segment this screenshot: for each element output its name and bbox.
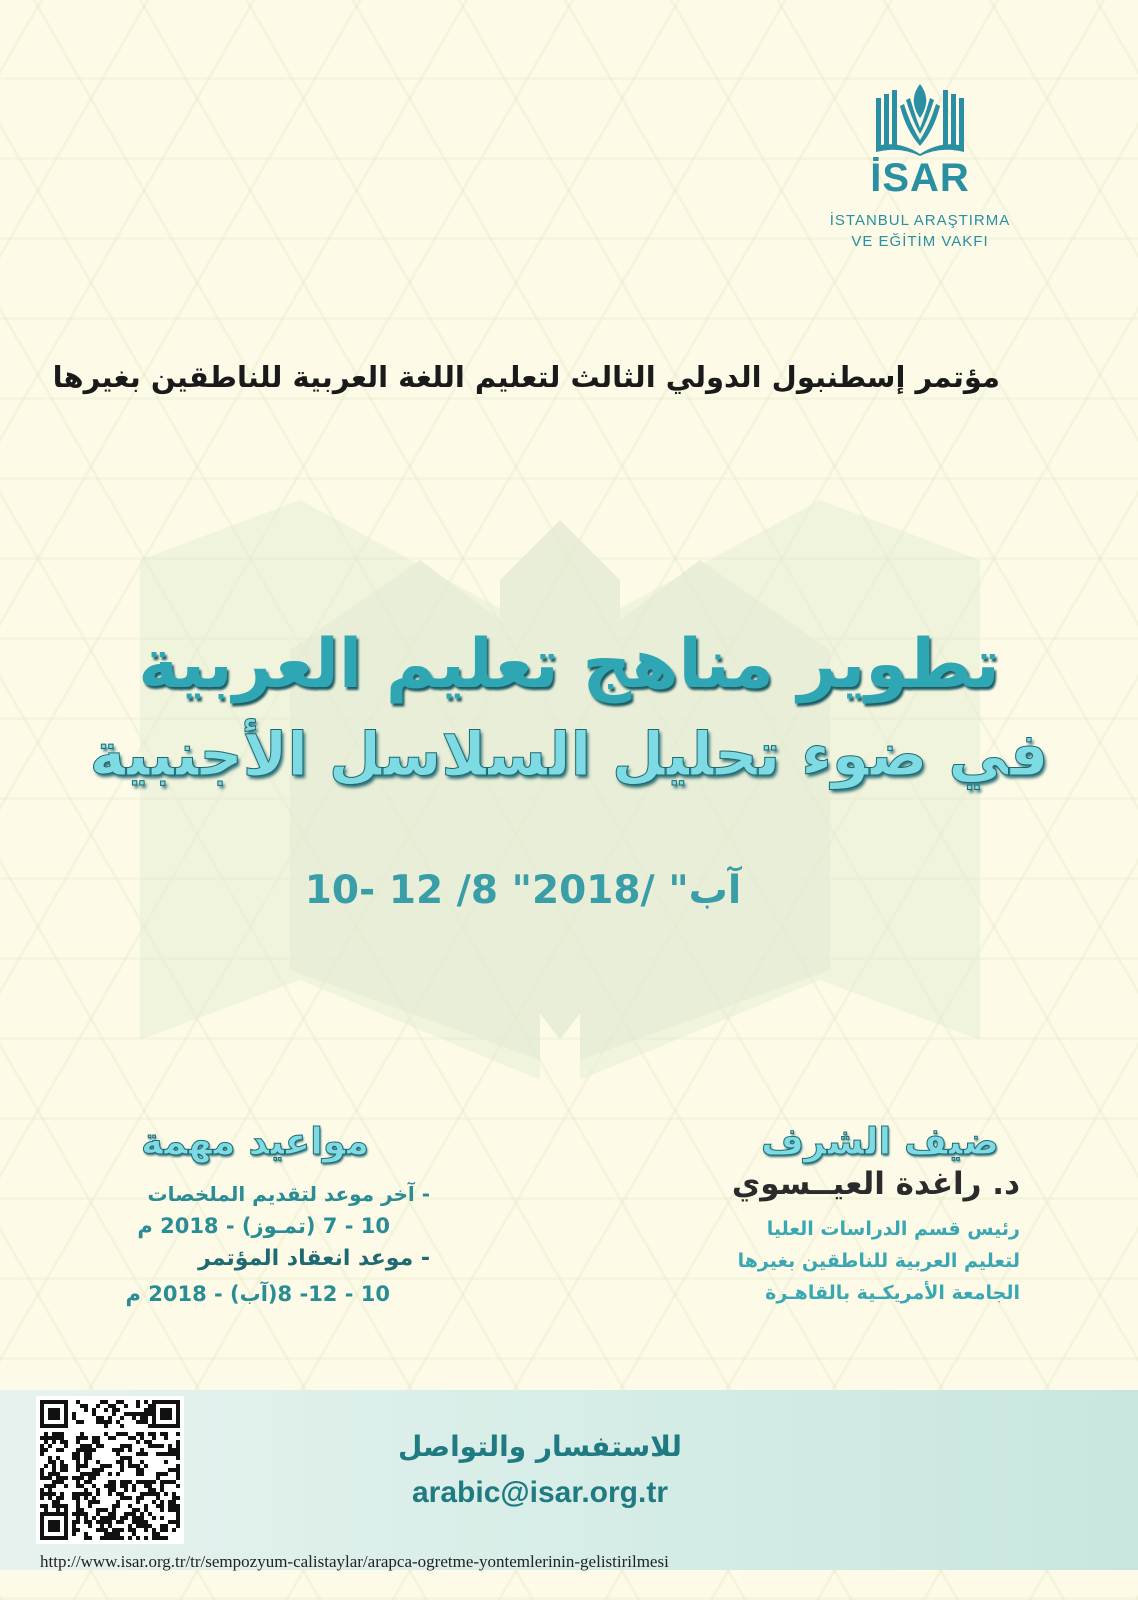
- qr-code[interactable]: [36, 1396, 184, 1544]
- logo-subtitle-line2: VE EĞİTİM VAKFI: [851, 233, 989, 250]
- book-watermark-icon: [140, 500, 980, 1080]
- abstract-deadline-date: 10 - 7 (تمـوز) - 2018 م: [137, 1214, 390, 1238]
- headline: تطوير مناهج تعليم العربية: [138, 625, 1000, 704]
- subheadline: في ضوء تحليل السلاسل الأجنبية: [89, 720, 1049, 790]
- conference-dates-label: - موعد انعقاد المؤتمر: [198, 1246, 430, 1271]
- contact-label: للاستفسار والتواصل: [398, 1430, 682, 1463]
- contact-email[interactable]: arabic@isar.org.tr: [411, 1476, 669, 1509]
- guest-role-line3: الجامعة الأمريكـية بالقاهـرة: [765, 1282, 1020, 1304]
- guest-section-title: ضيف الشرف: [760, 1120, 1000, 1163]
- open-book-flame-icon: [874, 84, 966, 156]
- logo-name: İSAR: [870, 156, 970, 200]
- abstract-deadline-label: - آخر موعد لتقديم الملخصات: [147, 1182, 430, 1206]
- guest-role-line1: رئيس قسم الدراسات العليا: [766, 1218, 1020, 1240]
- important-dates-title: مواعيد مهمة: [141, 1120, 369, 1163]
- guest-name: د. راغدة العيــسوي: [731, 1166, 1020, 1202]
- conference-dates-value: 10 - 12- 8(آب) - 2018 م: [125, 1282, 390, 1306]
- logo-subtitle: [820, 210, 1020, 252]
- page-url[interactable]: http://www.isar.org.tr/tr/sempozyum-calistaylar/arapca-ogretme-yontemlerinin-gelistirilmesi: [40, 1552, 669, 1571]
- conference-title: مؤتمر إسطنبول الدولي الثالث لتعليم اللغة العربية للناطقين بغيرها: [52, 360, 1000, 394]
- guest-role-line2: لتعليم العربية للناطقين بغيرها: [737, 1250, 1020, 1272]
- isar-logo: [820, 84, 1020, 274]
- logo-subtitle-line1: İSTANBUL ARAŞTIRMA: [829, 212, 1011, 229]
- event-date: 10- 12 /8 "آب" /2018: [304, 868, 742, 913]
